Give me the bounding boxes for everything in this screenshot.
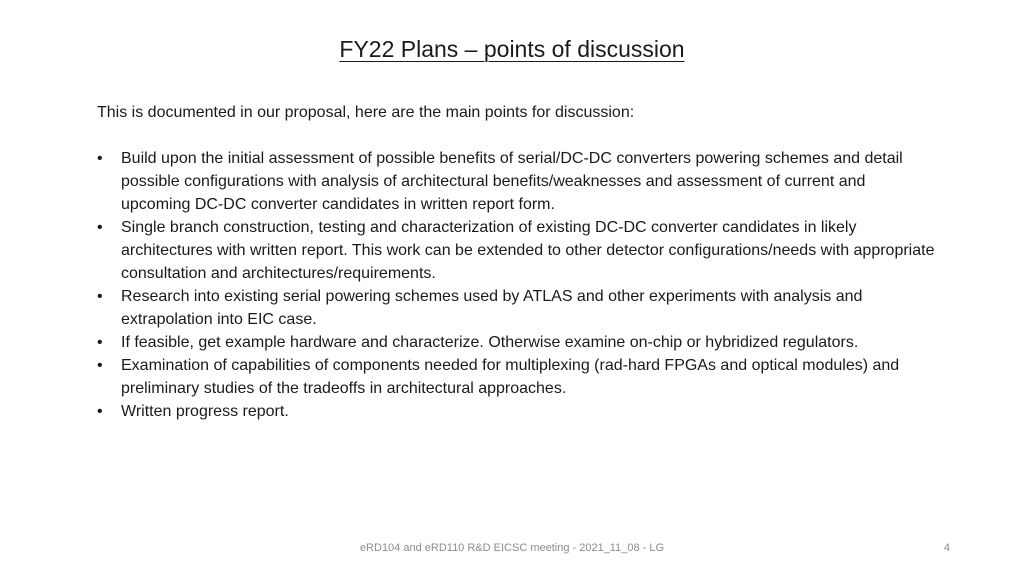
bullet-text: Research into existing serial powering schemes used by ATLAS and other experiments with analysis and extrapolation into EIC case. (121, 288, 863, 328)
bullet-list (97, 147, 937, 423)
slide-footer: eRD104 and eRD110 R&D EICSC meeting - 2021_11_08 - LG (359, 542, 665, 554)
bullet-item (97, 400, 937, 423)
bullet-text: Written progress report. (121, 403, 289, 420)
bullet-item (97, 147, 937, 216)
bullet-icon: • (97, 334, 103, 351)
bullet-item (97, 354, 937, 400)
bullet-item (97, 331, 937, 354)
slide-title (0, 34, 1024, 64)
bullet-icon: • (97, 403, 103, 420)
bullet-icon: • (97, 288, 103, 305)
bullet-item (97, 216, 937, 285)
bullet-text: If feasible, get example hardware and characterize. Otherwise examine on-chip or hybridized regulators. (121, 334, 859, 351)
slide-title-text: FY22 Plans – points of discussion (339, 36, 685, 62)
page-number: 4 (943, 542, 950, 554)
bullet-icon: • (97, 150, 103, 167)
bullet-icon: • (97, 219, 103, 236)
bullet-text: Build upon the initial assessment of possible benefits of serial/DC-DC converters powering schemes and detail possible configurations with analysis of architectural benefits/weaknesses and assessment of current and upcoming DC-DC converter candidates in written report form. (121, 150, 903, 213)
bullet-text: Examination of capabilities of components needed for multiplexing (rad-hard FPGAs and optical modules) and preliminary studies of the tradeoffs in architectural approaches. (121, 357, 900, 397)
intro-text: This is documented in our proposal, here are the main points for discussion: (97, 104, 635, 121)
bullet-item (97, 285, 937, 331)
bullet-icon: • (97, 357, 103, 374)
bullet-text: Single branch construction, testing and characterization of existing DC-DC converter candidates in likely architectures with written report. This work can be extended to other detector configurations/needs with appropriate consultation and architectures/requirements. (121, 219, 935, 282)
